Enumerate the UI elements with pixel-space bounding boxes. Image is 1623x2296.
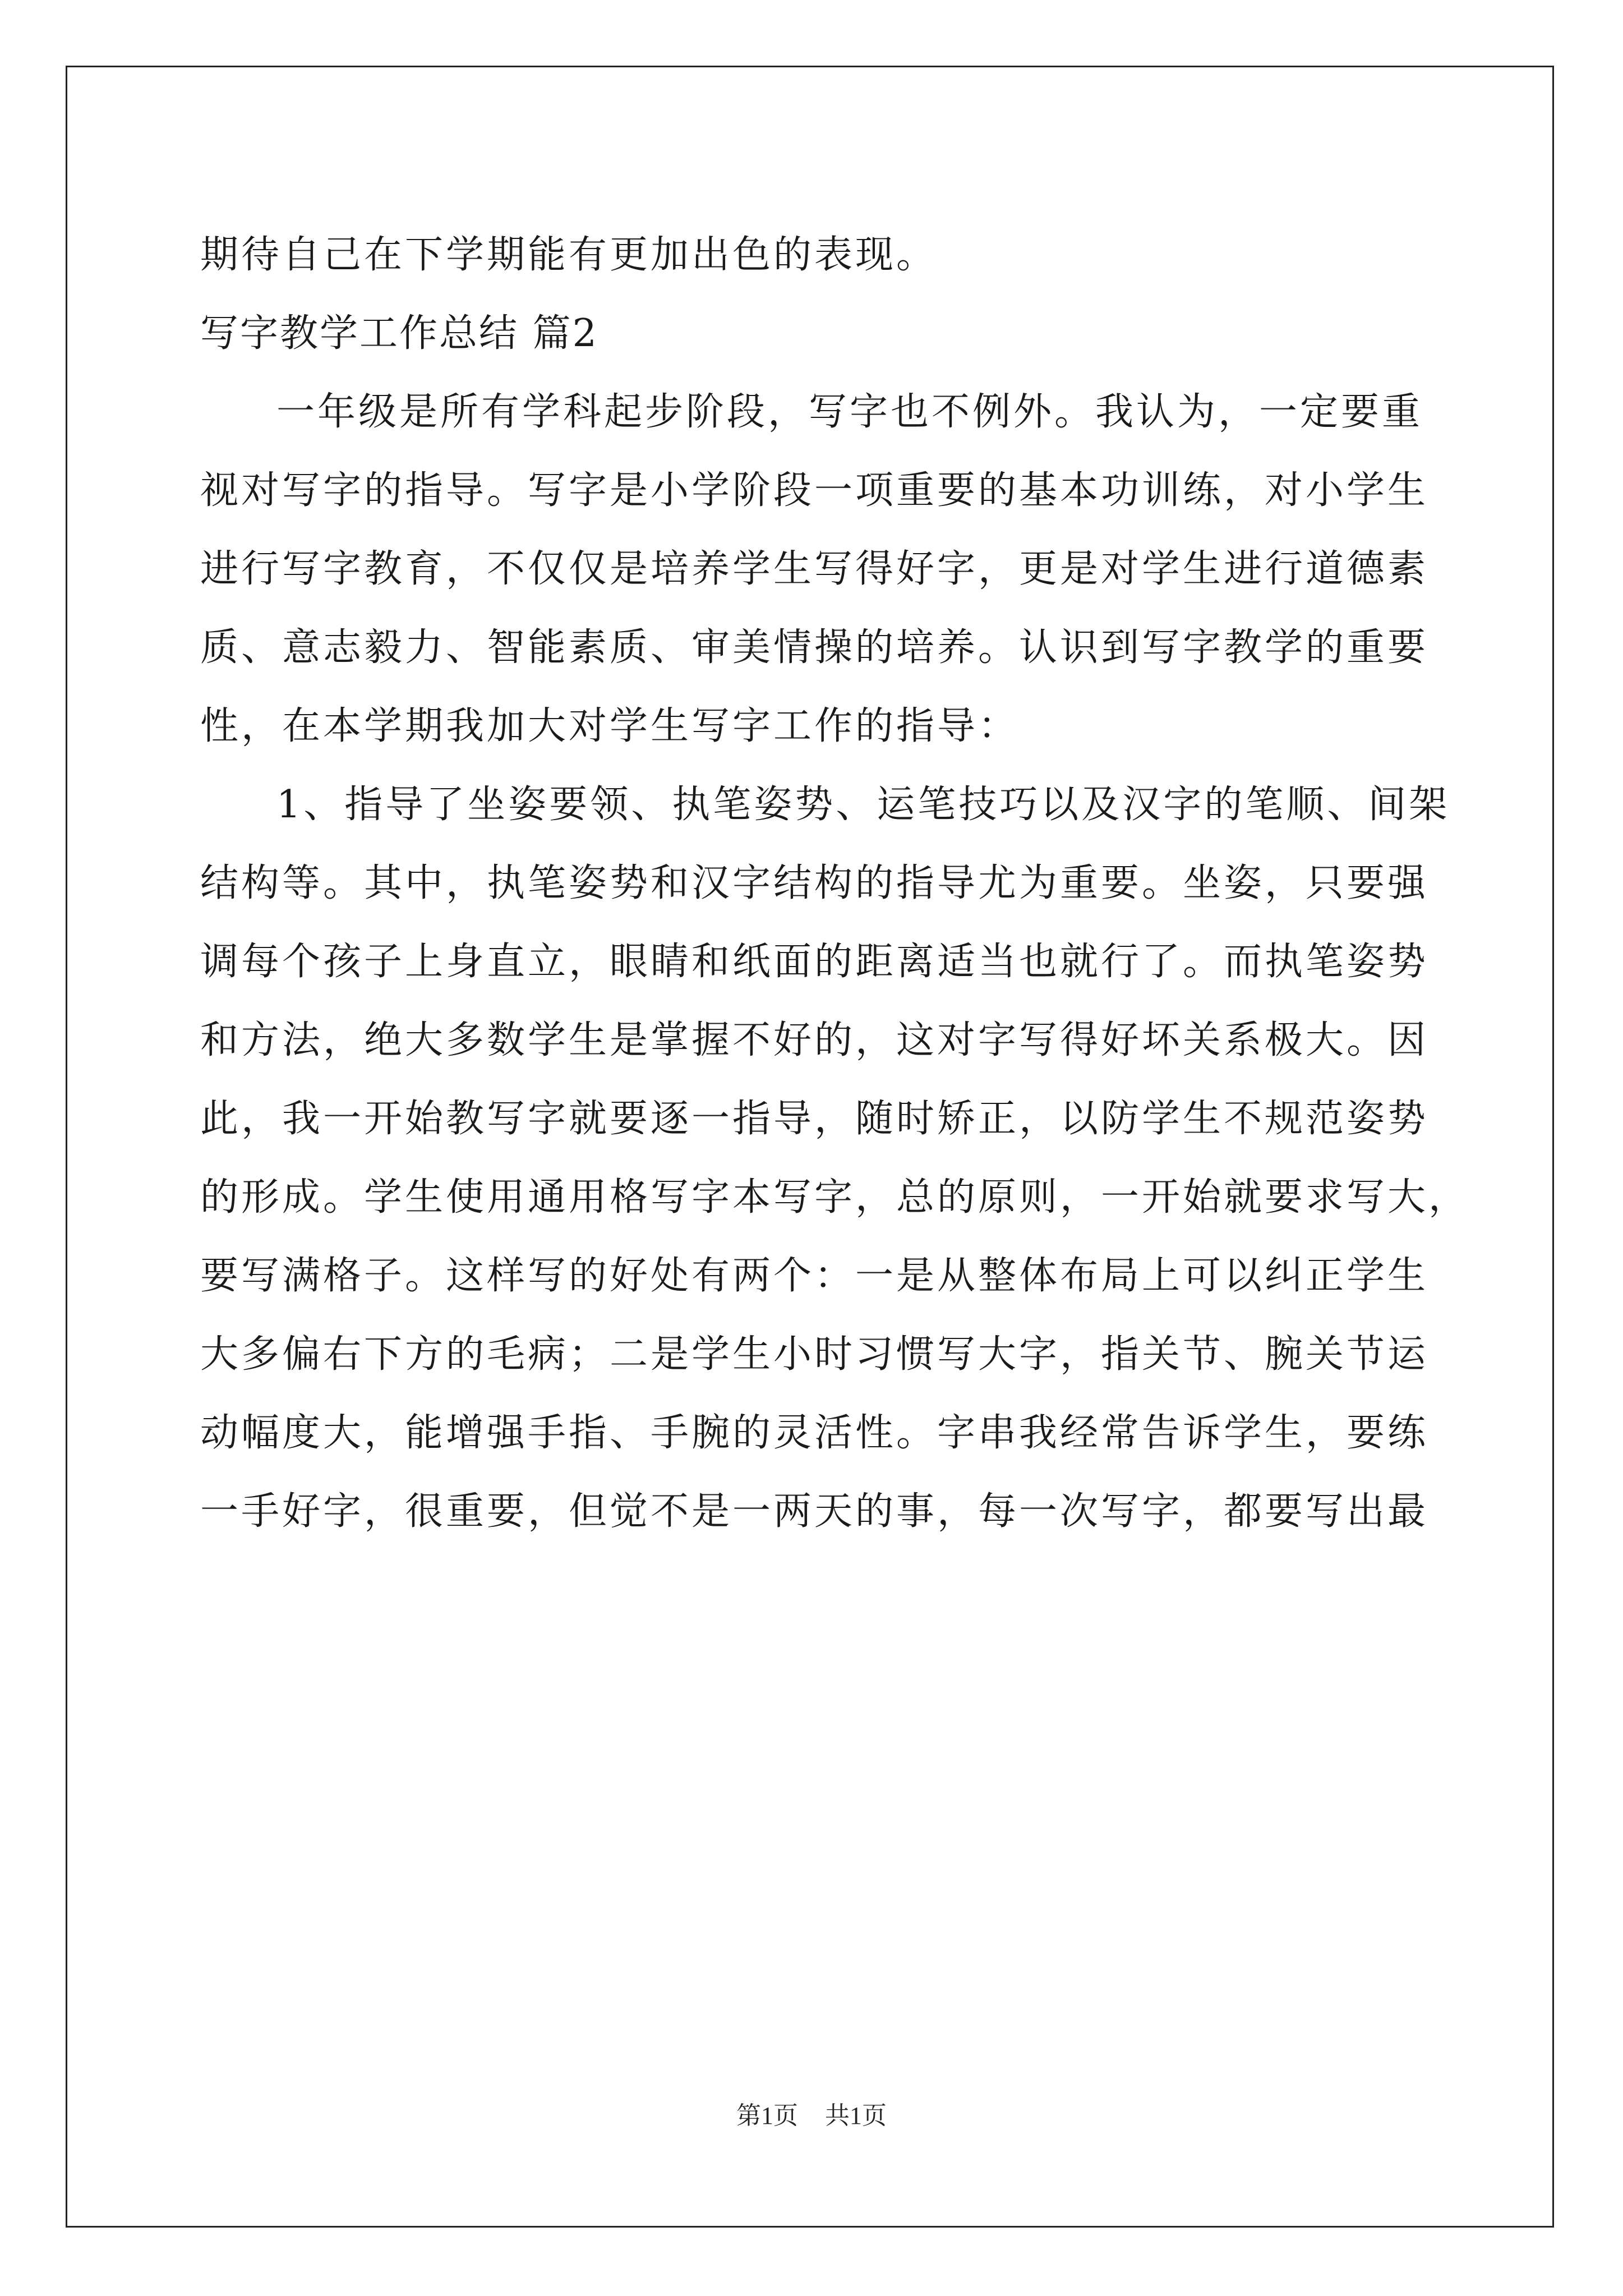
page-number: 第1页 [736, 2102, 798, 2129]
paragraph-2-line-6: 的形成。学生使用通用格写字本写字，总的原则，一开始就要求写大， [200, 1175, 1470, 1220]
paragraph-1-line-4: 质、意志毅力、智能素质、审美情操的培养。认识到写字教学的重要 [200, 625, 1429, 670]
paragraph-1-line-5: 性，在本学期我加大对学生写字工作的指导： [200, 704, 1020, 748]
paragraph-1-line-1: 一年级是所有学科起步阶段，写字也不例外。我认为，一定要重 [276, 390, 1423, 434]
paragraph-1-line-3: 进行写字教育，不仅仅是培养学生写得好字，更是对学生进行道德素 [200, 547, 1429, 591]
paragraph-2-line-3: 调每个孩子上身直立，眼睛和纸面的距离适当也就行了。而执笔姿势 [200, 940, 1429, 984]
paragraph-2-line-1: 1、指导了坐姿要领、执笔姿势、运笔技巧以及汉字的笔顺、间架 [276, 783, 1450, 827]
body-line-continuation: 期待自己在下学期能有更加出色的表现。 [200, 233, 938, 277]
paragraph-1-line-2: 视对写字的指导。写字是小学阶段一项重要的基本功训练，对小学生 [200, 468, 1429, 513]
paragraph-2-line-10: 一手好字，很重要，但觉不是一两天的事，每一次写字，都要写出最 [200, 1489, 1429, 1534]
document-body [200, 216, 1470, 1551]
paragraph-2-line-2: 结构等。其中，执笔姿势和汉字结构的指导尤为重要。坐姿，只要强 [200, 861, 1429, 905]
page-footer [0, 2095, 1623, 2131]
paragraph-2-line-4: 和方法，绝大多数学生是掌握不好的，这对字写得好坏关系极大。因 [200, 1018, 1429, 1062]
paragraph-2-line-7: 要写满格子。这样写的好处有两个：一是从整体布局上可以纠正学生 [200, 1254, 1429, 1298]
section-heading: 写字教学工作总结 篇2 [200, 311, 598, 356]
paragraph-2-line-8: 大多偏右下方的毛病；二是学生小时习惯写大字，指关节、腕关节运 [200, 1332, 1429, 1377]
paragraph-2-line-9: 动幅度大，能增强手指、手腕的灵活性。字串我经常告诉学生，要练 [200, 1411, 1429, 1455]
paragraph-2-line-5: 此，我一开始教写字就要逐一指导，随时矫正，以防学生不规范姿势 [200, 1097, 1429, 1141]
page-total: 共1页 [825, 2102, 887, 2129]
